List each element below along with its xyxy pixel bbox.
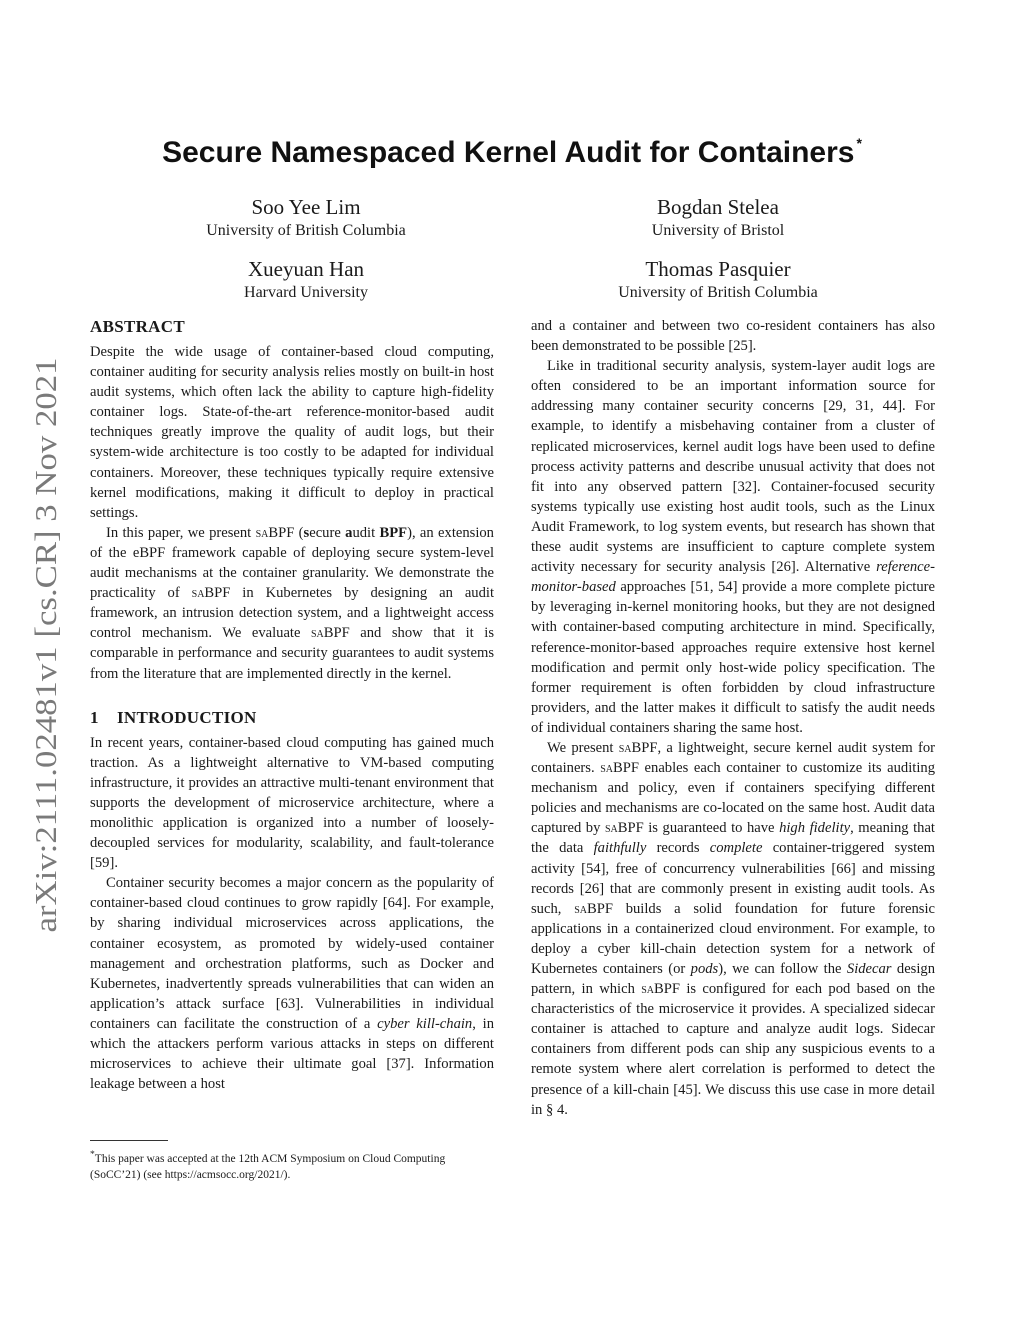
section-gap: [90, 684, 494, 707]
author-name: Thomas Pasquier: [645, 257, 791, 281]
system-name: saBPF: [311, 625, 350, 642]
abstract-paragraph-1: Despite the wide usage of container-based cloud computing, container auditing for security analysis relies mostly on built-in host audit systems, which often lack the ability to capture high-fidelity container logs. State-of-the-art reference-monitor-based audit techniques greatly improve the quality of audit logs, but their system-wide architecture is too costly to be adapted for individual containers. Moreover, these techniques typically require extensive kernel modifications, making it difficult to deploy in practical settings.: [90, 344, 494, 521]
paper-title-text: Secure Namespaced Kernel Audit for Containers: [162, 136, 855, 169]
system-name: saBPF: [255, 524, 295, 541]
text-run: (: [294, 524, 304, 541]
system-name: saBPF: [641, 981, 680, 998]
right-paragraph-0: and a container and between two co-resident containers has also been demonstrated to be possible [25].: [531, 318, 935, 355]
author-block-3: [126, 256, 486, 304]
system-name: saBPF: [618, 739, 658, 756]
author-name: Bogdan Stelea: [657, 195, 779, 219]
arxiv-side-stamp: [18, 355, 78, 935]
paper-title: [0, 135, 1024, 170]
text-run: , meaning that the data: [531, 820, 935, 857]
title-footnote-mark: *: [856, 135, 862, 151]
system-name: saBPF: [191, 585, 231, 602]
text-run: enables each container to customize its auditing mechanism and policy, even if containers specifying different policies and mechanisms are co-located on the same host. Audit data captured by: [531, 760, 935, 837]
author-affiliation: Harvard University: [244, 284, 368, 301]
bold-letter: s: [303, 524, 310, 541]
system-name: saBPF: [604, 820, 644, 837]
text-run: We present: [547, 739, 619, 756]
system-name: saBPF: [574, 900, 613, 917]
author-block-1: [126, 194, 486, 242]
text-run: container-triggered system activity [54], free of concurrency vulnerabilities [66] and missing records [26] that are commonly present in existing audit tools. As such,: [531, 840, 936, 917]
text-run: builds a solid foundation for future forensic applications in a containerized cloud environment. For example, to deploy a cyber kill-chain detection system for a network of Kubernetes containers (or: [531, 900, 935, 977]
text-run: In this paper, we present: [106, 524, 256, 541]
introduction-heading: 1 INTRODUCTION: [90, 707, 257, 727]
intro-paragraph-2: [90, 873, 494, 1094]
author-name: Xueyuan Han: [247, 257, 365, 281]
abstract-paragraph-2: [90, 523, 494, 684]
right-paragraph-2: [531, 738, 935, 1120]
italic-term: cyber kill-chain: [377, 1015, 473, 1032]
text-run: , a lightweight, secure kernel audit system for containers.: [531, 739, 935, 777]
text-run: ), an extension of the eBPF framework capable of deploying secure system-level audit mechanisms at the container granularity. We demonstrate the practicality of: [90, 524, 494, 602]
text-run: ), we can follow the: [718, 961, 847, 977]
right-column: [531, 316, 935, 1120]
italic-term: high fidelity: [779, 820, 851, 837]
left-column: [90, 316, 494, 1094]
italic-term: faithfully: [593, 840, 647, 857]
system-name: saBPF: [600, 760, 639, 777]
author-name: Soo Yee Lim: [251, 195, 361, 219]
bold-letter: a: [345, 524, 353, 541]
text-run: approaches [51, 54] provide a more complete picture by leveraging in-kernel monitoring hooks, but they are not designed with container-based computing architecture in mind. Specifically, reference-monitor-based approaches require extensive host kernel modification and permit only host-wide policy specification. The former requirement is often forbidden by cloud infrastructure providers, and the latter makes it difficult to satisfy the audit needs of individual containers sharing the same host.: [531, 579, 935, 736]
text-run: ecure: [309, 524, 346, 541]
text-run: and show that it is comparable in performance and security guarantees to audit systems from the literature that are implemented directly in the kernel.: [90, 625, 494, 682]
text-run: Container security becomes a major concern as the popularity of container-based cloud continues to grow rapidly [64]. For example, by sharing individual microservices across applications, the container ecosystem, as promoted by widely-used container management and orchestration platforms, such as Docker and Kubernetes, inadvertently spreads vulnerabilities that can widen an application’s attack surface [63]. Vulnerabilities in individual containers can facilitate the construction of a: [90, 875, 494, 1032]
text-run: Like in traditional security analysis, system-layer audit logs are often considered to be an important information source for addressing many container security concerns [29, 31, 44]. For example, to identify a misbehaving container from a cluster of replicated microservices, kernel audit logs have been used to define process activity patterns and describe unusual activity that does not fit into any observed pattern [32]. Container-focused security systems typically use existing host audit tools, such as the Linux Audit Framework, to log system events, but research has shown that these audit systems are insufficient to capture complete system activity necessary for security analysis [26]. Alternative: [531, 358, 935, 576]
author-affiliation: University of British Columbia: [618, 284, 818, 301]
footnote-mark: *: [90, 1149, 95, 1160]
bold-acronym: BPF: [379, 524, 408, 541]
italic-term: reference-monitor-based: [531, 559, 935, 596]
arxiv-identifier: arXiv:2111.02481v1 [cs.CR] 3 Nov 2021: [28, 419, 63, 933]
text-run: is configured for each pod based on the characteristics of the microservice it provides. A specialized sidecar container is attached to capture and analyze audit logs. Sidecar containers from different pods can ship any suspicious events to a remote system where alert correlation is performed to detect the presence of a kill-chain [45]. We discuss this use case in more detail in § 4.: [531, 981, 935, 1118]
italic-term: Sidecar: [846, 961, 892, 977]
author-block-4: [538, 256, 898, 304]
italic-term: complete: [709, 840, 763, 857]
author-affiliation: University of Bristol: [651, 222, 785, 239]
text-run: records: [646, 840, 710, 857]
author-block-2: [538, 194, 898, 242]
text-run: , in which the attackers perform various attacks in steps on different microservices to achieve their ultimate goal [37]. Information leakage between a host: [90, 1015, 494, 1093]
footnote-rule: [90, 1140, 168, 1141]
text-run: in Kubernetes by designing an audit framework, an intrusion detection system, and a lightweight access control mechanism. We evaluate: [90, 585, 495, 642]
italic-term: pods: [690, 961, 719, 977]
text-run: is guaranteed to have: [643, 820, 780, 837]
right-paragraph-1: [531, 356, 935, 738]
footnote: [90, 1140, 494, 1183]
abstract-heading: ABSTRACT: [90, 317, 185, 336]
intro-paragraph-1: In recent years, container-based cloud computing has gained much traction. As a lightweight alternative to VM-based computing infrastructure, it provides an attractive multi-tenant environment that supports the development of microservice architecture, where a monolithic application is organized into a number of loosely-decoupled services for modularity, scalability, and fault-tolerance [59].: [90, 734, 494, 872]
text-run: udit: [352, 524, 380, 541]
author-affiliation: University of British Columbia: [206, 222, 406, 239]
arxiv-stamp-svg: [18, 355, 78, 935]
text-run: design pattern, in which: [531, 961, 935, 998]
footnote-text: This paper was accepted at the 12th ACM Symposium on Cloud Computing (SoCC’21) (see https://acmsocc.org/2021/).: [90, 1152, 446, 1181]
